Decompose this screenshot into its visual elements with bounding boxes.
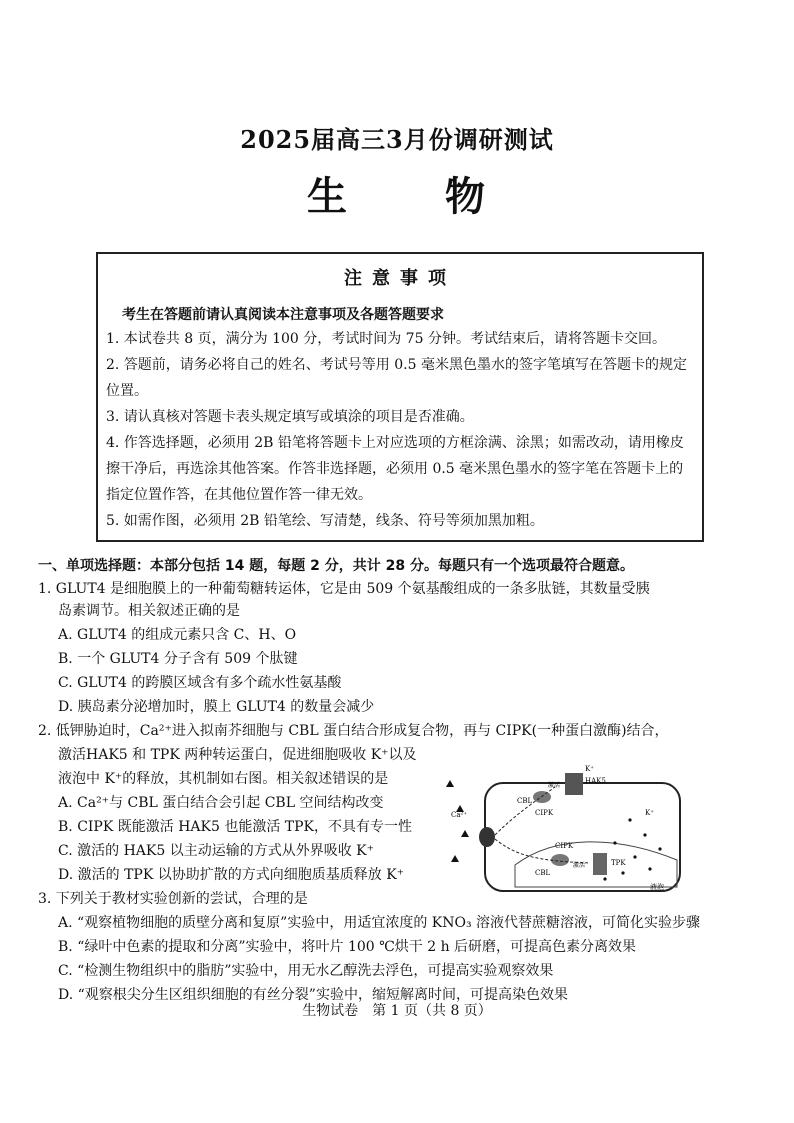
q1-option-d: D. 胰岛素分泌增加时，膜上 GLUT4 的数量会减少	[58, 699, 375, 715]
label-activate-2: 激活	[573, 862, 586, 869]
q3-option-a: A. “观察植物细胞的质壁分离和复原”实验中，用适宜浓度的 KNO₃ 溶液代替蔗糖溶液，可简化实验步骤	[58, 915, 701, 931]
q1-option-c: C. GLUT4 的跨膜区域含有多个疏水性氨基酸	[58, 675, 342, 691]
k-ion	[603, 877, 606, 880]
label-cbl-2: CBL	[535, 869, 551, 877]
subject-char-2: 物	[444, 173, 487, 220]
label-cipk-2: CIPK	[555, 842, 574, 850]
k-ion	[621, 871, 624, 874]
q1-stem-line2: 岛素调节。相关叙述正确的是	[58, 603, 240, 619]
k-ion	[633, 855, 636, 858]
label-cbl-1: CBL	[517, 797, 533, 805]
q2-option-d: D. 激活的 TPK 以协助扩散的方式向细胞质基质释放 K⁺	[58, 867, 405, 883]
label-cipk-1: CIPK	[535, 809, 554, 817]
cell-membrane	[485, 783, 680, 891]
tpk-transporter	[593, 853, 607, 875]
q2-stem-line1: 2. 低钾胁迫时，Ca²⁺进入拟南芥细胞与 CBL 蛋白结合形成复合物，再与 CIPK(一种蛋白激酶)结合，	[38, 723, 669, 739]
q2-stem-line2: 激活HAK5 和 TPK 两种转运蛋白，促进细胞吸收 K⁺以及	[58, 747, 417, 763]
label-tpk: TPK	[611, 859, 626, 867]
k-ion	[613, 841, 616, 844]
label-k-top: K⁺	[585, 765, 594, 773]
label-activate-1: 激活	[548, 782, 561, 789]
q1-option-b: B. 一个 GLUT4 分子含有 509 个肽键	[58, 651, 298, 667]
notice-item-1: 1. 本试卷共 8 页，满分为 100 分，考试时间为 75 分钟。考试结束后，请将答题卡交回。	[106, 331, 666, 347]
page-footer: 生物试卷 第 1 页（共 8 页）	[302, 1003, 492, 1019]
q3-option-c: C. “检测生物组织中的脂肪”实验中，用无水乙醇洗去浮色，可提高实验观察效果	[58, 963, 554, 979]
notice-item-4: 4. 作答选择题，必须用 2B 铅笔将答题卡上对应选项的方框涂满、涂黑；如需改动，请用橡皮擦干净后，再选涂其他答案。作答非选择题，必须用 0.5 毫米黑色墨水的签字笔在答题卡上的指定位置作答，在其他位置作答一律无效。	[106, 435, 684, 503]
ca-ion	[451, 855, 459, 862]
notice-title: 注意事项	[344, 268, 456, 289]
label-k-right: K⁺	[645, 809, 654, 817]
notice-item-2: 2. 答题前，请务必将自己的姓名、考试号等用 0.5 毫米黑色墨水的签字笔填写在答题卡的规定位置。	[106, 357, 687, 399]
q3-option-d: D. “观察根尖分生区组织细胞的有丝分裂”实验中，缩短解离时间，可提高染色效果	[58, 987, 568, 1003]
hak5-transporter	[565, 773, 583, 795]
k-ion	[643, 833, 646, 836]
ca-ion	[461, 830, 469, 837]
ca-ion	[446, 780, 454, 787]
k-uptake-diagram	[445, 765, 685, 895]
notice-intro: 考生在答题前请认真阅读本注意事项及各题答题要求	[122, 307, 444, 323]
q3-stem: 3. 下列关于教材实验创新的尝试，合理的是	[38, 891, 308, 907]
notice-item-5: 5. 如需作图，必须用 2B 铅笔绘、写清楚，线条、符号等须加黑加粗。	[106, 513, 544, 529]
subject-char-1: 生	[307, 173, 350, 220]
cbl-cipk-complex	[551, 854, 569, 866]
notice-box	[96, 252, 704, 542]
q2-option-c: C. 激活的 HAK5 以主动运输的方式从外界吸收 K⁺	[58, 843, 374, 859]
label-hak5: HAK5	[585, 777, 606, 785]
exam-title: 2025届高三3月份调研测试	[240, 125, 554, 154]
q2-stem-line3: 液泡中 K⁺的释放，其机制如右图。相关叙述错误的是	[58, 771, 389, 787]
q1-option-a: A. GLUT4 的组成元素只含 C、H、O	[58, 627, 297, 643]
q2-option-b: B. CIPK 既能激活 HAK5 也能激活 TPK，不具有专一性	[58, 819, 413, 835]
ca-channel	[479, 827, 495, 847]
q3-option-b: B. “绿叶中色素的提取和分离”实验中，将叶片 100 ℃烘干 2 h 后研磨，可提高色素分离效果	[58, 939, 637, 955]
k-ion	[648, 867, 651, 870]
k-ion	[658, 847, 661, 850]
section-heading: 一、单项选择题：本部分包括 14 题，每题 2 分，共计 28 分。每题只有一个选项最符合题意。	[38, 558, 634, 574]
q2-option-a: A. Ca²⁺与 CBL 蛋白结合会引起 CBL 空间结构改变	[58, 795, 384, 811]
subject-title	[0, 165, 794, 222]
cbl-cipk-complex	[533, 791, 551, 803]
q1-stem-line1: 1. GLUT4 是细胞膜上的一种葡萄糖转运体，它是由 509 个氨基酸组成的一条多肽链，其数量受胰	[38, 581, 650, 597]
notice-item-3: 3. 请认真核对答题卡表头规定填写或填涂的项目是否准确。	[106, 409, 474, 425]
k-ion	[628, 818, 631, 821]
label-ca: Ca²⁺	[451, 811, 468, 819]
label-vacuole: 液泡	[650, 883, 664, 891]
